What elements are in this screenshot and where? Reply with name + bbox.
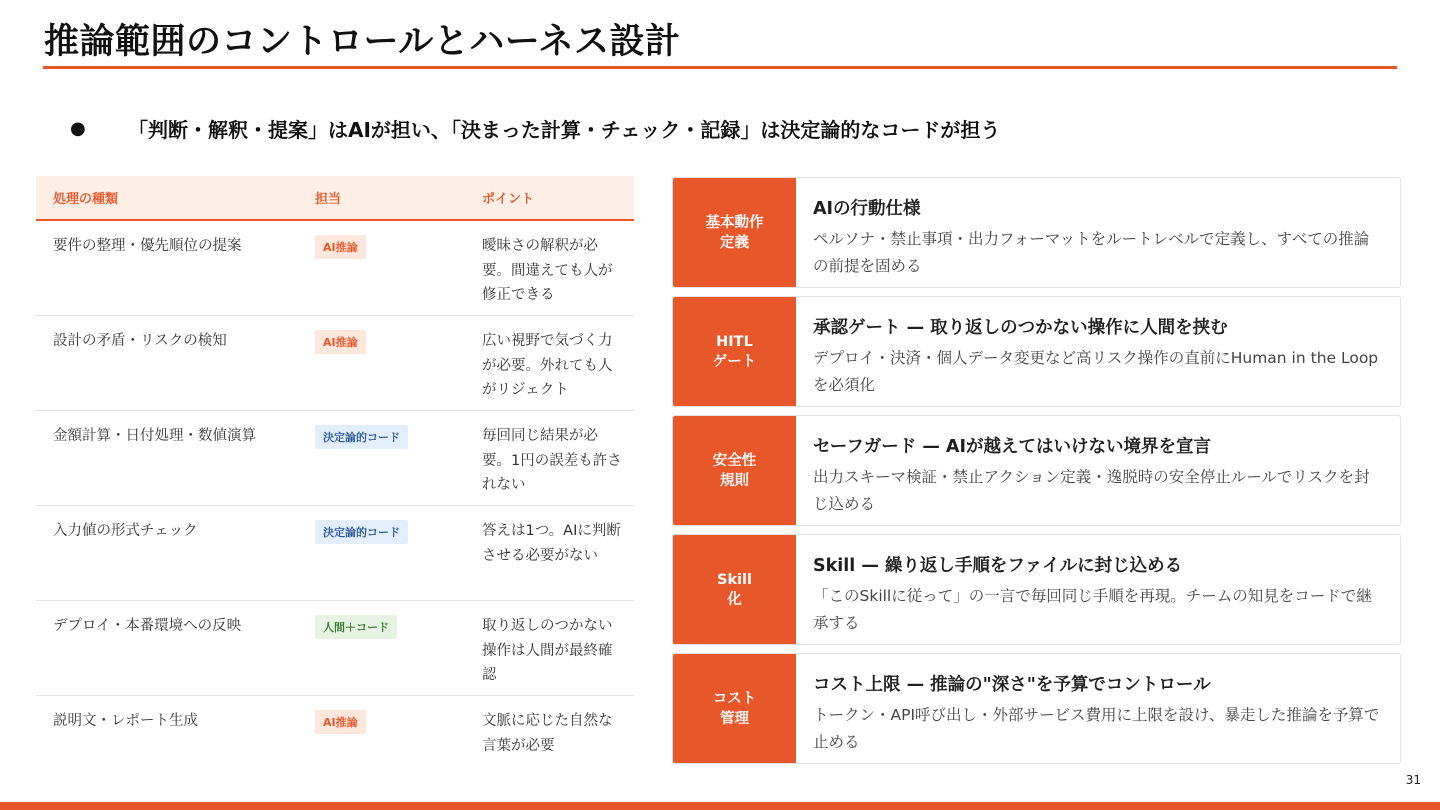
title-underline [43, 66, 1397, 69]
slide-title: 推論範囲のコントロールとハーネス設計 [44, 22, 681, 62]
cell-type: 入力値の形式チェック [53, 523, 198, 539]
card-title: AIの行動仕様 [813, 199, 921, 219]
card-title: コスト上限 — 推論の"深さ"を予算でコントロール [813, 675, 1211, 695]
cell-type: 要件の整理・優先順位の提案 [53, 238, 242, 254]
cell-point: 取り返しのつかない操作は人間が最終確認 [482, 618, 613, 683]
owner-badge: AI推論 [315, 710, 366, 734]
card-title: Skill — 繰り返し手順をファイルに封じ込める [813, 556, 1183, 576]
card-label: HITL ゲート [673, 297, 796, 406]
cell-point: 文脈に応じた自然な言葉が必要 [482, 713, 613, 754]
card-description: トークン・API呼び出し・外部サービス費用に上限を設け、暴走した推論を予算で止める [813, 706, 1380, 751]
card-skill [672, 534, 1401, 645]
card-hitl-gate [672, 296, 1401, 407]
owner-badge: AI推論 [315, 235, 366, 259]
card-cost-management [672, 653, 1401, 764]
cell-point: 広い視野で気づく力が必要。外れても人がリジェクト [482, 333, 613, 398]
owner-badge: 人間＋コード [315, 615, 397, 639]
cell-point: 毎回同じ結果が必要。1円の誤差も許されない [482, 428, 622, 493]
bullet-text: 「判断・解釈・提案」はAIが担い、「決まった計算・チェック・記録」は決定論的なコードが担う [128, 118, 1001, 142]
card-description: 「このSkillに従って」の一言で毎回同じ手順を再現。チームの知見をコードで継承する [813, 587, 1372, 632]
header-type: 処理の種類 [53, 192, 119, 207]
card-label: 安全性 規則 [673, 416, 796, 525]
header-owner: 担当 [315, 192, 342, 207]
bullet-point [70, 114, 1000, 143]
harness-cards [672, 177, 1401, 772]
cell-type: デプロイ・本番環境への反映 [53, 618, 242, 634]
page-number: 31 [1405, 773, 1421, 787]
card-label: コスト 管理 [673, 654, 796, 763]
owner-badge: 決定論的コード [315, 520, 408, 544]
header-point: ポイント [482, 192, 535, 207]
card-label: Skill 化 [673, 535, 796, 644]
card-basic-behavior [672, 177, 1401, 288]
card-title: 承認ゲート — 取り返しのつかない操作に人間を挟む [813, 318, 1228, 338]
card-safety-rules [672, 415, 1401, 526]
card-label: 基本動作 定義 [673, 178, 796, 287]
owner-badge: AI推論 [315, 330, 366, 354]
processing-table [36, 176, 634, 791]
table-row [36, 411, 634, 506]
table-header [36, 176, 634, 221]
table-row [36, 506, 634, 601]
table-row [36, 696, 634, 791]
cell-point: 答えは1つ。AIに判断させる必要がない [482, 523, 621, 564]
footer-accent-bar [0, 802, 1440, 810]
cell-point: 曖昧さの解釈が必要。間違えても人が修正できる [482, 238, 613, 303]
card-title: セーフガード — AIが越えてはいけない境界を宣言 [813, 437, 1211, 457]
table-row [36, 601, 634, 696]
bullet-icon: ● [70, 118, 86, 139]
owner-badge: 決定論的コード [315, 425, 408, 449]
table-row [36, 316, 634, 411]
card-description: デプロイ・決済・個人データ変更など高リスク操作の直前にHuman in the Loopを必須化 [813, 349, 1379, 394]
cell-type: 説明文・レポート生成 [53, 713, 198, 729]
cell-type: 設計の矛盾・リスクの検知 [53, 333, 227, 349]
table-row [36, 221, 634, 316]
card-description: ペルソナ・禁止事項・出力フォーマットをルートレベルで定義し、すべての推論の前提を固める [813, 230, 1370, 275]
card-description: 出力スキーマ検証・禁止アクション定義・逸脱時の安全停止ルールでリスクを封じ込める [813, 468, 1370, 513]
cell-type: 金額計算・日付処理・数値演算 [53, 428, 256, 444]
